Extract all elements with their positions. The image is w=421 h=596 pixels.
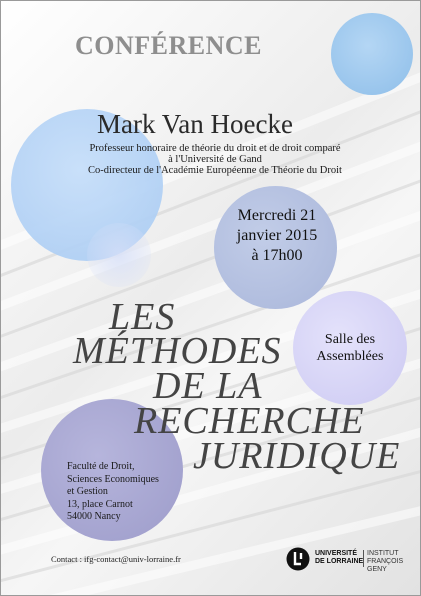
institute-name [367, 550, 412, 574]
date-line: Mercredi 21 [237, 207, 317, 224]
decorative-circle-top-right [331, 13, 413, 95]
venue-line: 13, place Carnot [67, 498, 133, 510]
room-line: Salle des [324, 332, 376, 347]
logo-divider [363, 550, 364, 567]
university-line: UNIVERSITÉ [315, 550, 358, 557]
affiliation-line: Professeur honoraire de théorie du droit et de droit comparé [89, 143, 341, 154]
venue-address [67, 461, 159, 524]
room-line: Assemblées [316, 349, 384, 364]
main-title-line: JURIDIQUE [193, 435, 401, 477]
lorraine-logo-icon [286, 547, 310, 571]
university-name [315, 550, 363, 566]
main-title-line: MÉTHODES [73, 330, 282, 372]
speaker-name: Mark Van Hoecke [97, 109, 293, 139]
decorative-circle-faint [87, 223, 151, 287]
event-room [293, 331, 407, 365]
university-logo [286, 546, 412, 574]
conference-heading: CONFÉRENCE [75, 31, 263, 60]
affiliation-line: à l'Université de Gand [168, 154, 262, 165]
university-line: DE LORRAINE [315, 558, 364, 565]
time-line: à 17h00 [251, 247, 303, 264]
main-title-line: DE LA [153, 365, 263, 407]
affiliation-line: Co-directeur de l'Académie Européenne de Théorie du Droit [88, 165, 342, 176]
contact-email: Contact : ifg-contact@univ-lorraine.fr [51, 554, 181, 564]
venue-line: 54000 Nancy [67, 511, 121, 522]
venue-line: Faculté de Droit, [67, 461, 135, 472]
speaker-affiliation [75, 143, 355, 176]
venue-line: Sciences Economiques [67, 473, 159, 485]
main-title-line: RECHERCHE [134, 400, 365, 442]
institute-line: INSTITUT [367, 550, 399, 557]
institute-line: FRANÇOIS GENY [367, 558, 404, 573]
event-date [227, 206, 327, 266]
date-line: janvier 2015 [236, 227, 318, 244]
main-title-line: LES [109, 296, 176, 338]
venue-line: et Gestion [67, 486, 108, 497]
